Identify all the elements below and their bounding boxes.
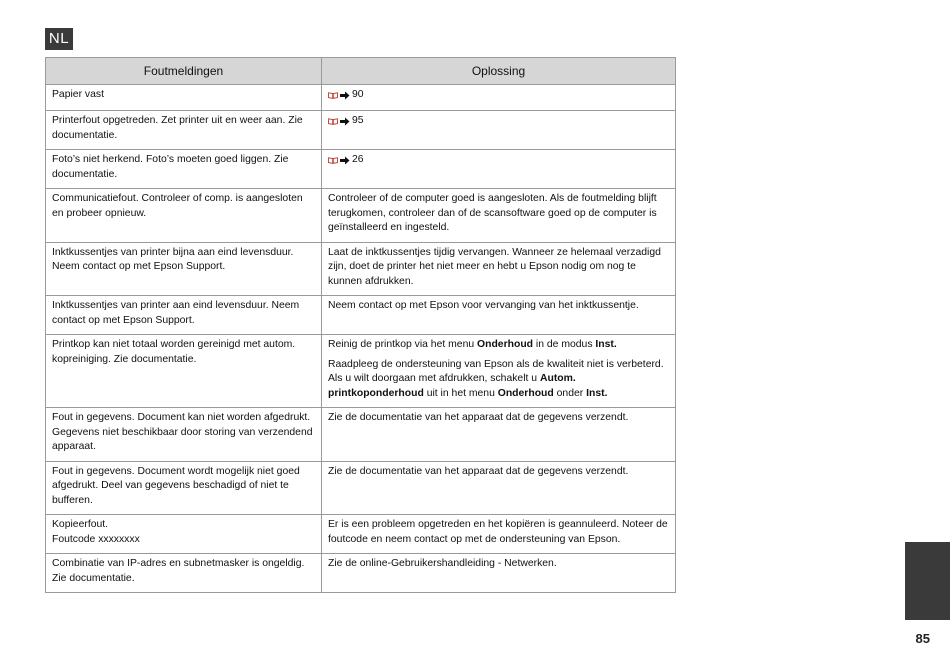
side-tab xyxy=(905,542,950,620)
error-cell: Foto’s niet herkend. Foto’s moeten goed liggen. Zie documentatie. xyxy=(46,150,322,189)
table-row xyxy=(46,408,676,462)
error-cell: Communicatiefout. Controleer of comp. is aangesloten en probeer opnieuw. xyxy=(46,189,322,243)
table-row xyxy=(46,111,676,150)
header-error-messages: Foutmeldingen xyxy=(46,58,322,85)
error-cell xyxy=(46,515,322,554)
solution-cell: Zie de online-Gebruikershandleiding - Netwerken. xyxy=(322,554,676,593)
book-icon xyxy=(328,118,338,125)
solution-cell xyxy=(322,111,676,150)
mode-name: Inst. xyxy=(586,387,608,399)
language-badge: NL xyxy=(45,28,73,50)
solution-cell: Er is een probleem opgetreden en het kopiëren is geannuleerd. Noteer de foutcode en neem contact op met de ondersteuning van Epson. xyxy=(322,515,676,554)
error-cell: Combinatie van IP-adres en subnetmasker is ongeldig. Zie documentatie. xyxy=(46,554,322,593)
arrow-right-icon xyxy=(340,156,350,165)
table-row xyxy=(46,296,676,335)
page-reference xyxy=(328,114,364,129)
solution-cell xyxy=(322,335,676,408)
solution-cell: Laat de inktkussentjes tijdig vervangen. Wanneer ze helemaal verzadigd zijn, doet de printer het niet meer en hebt u Epson nodig om nog te kunnen afdrukken. xyxy=(322,242,676,296)
table-row xyxy=(46,515,676,554)
solution-cell: Controleer of de computer goed is aangesloten. Als de foutmelding blijft terugkomen, controleer dan of de scansoftware goed op de computer is geïnstalleerd en ingesteld. xyxy=(322,189,676,243)
arrow-right-icon xyxy=(340,117,350,126)
page-reference xyxy=(328,88,364,103)
page-reference xyxy=(328,153,364,168)
table-header-row xyxy=(46,58,676,85)
error-cell: Inktkussentjes van printer aan eind levensduur. Neem contact op met Epson Support. xyxy=(46,296,322,335)
mode-name: Inst. xyxy=(595,339,617,351)
arrow-right-icon xyxy=(340,91,350,100)
setting-name: Autom. printkoponderhoud xyxy=(328,373,576,399)
error-line: Kopieerfout. xyxy=(52,519,109,531)
error-cell: Printerfout opgetreden. Zet printer uit en weer aan. Zie documentatie. xyxy=(46,111,322,150)
table-row xyxy=(46,554,676,593)
error-cell: Fout in gegevens. Document kan niet worden afgedrukt. Gegevens niet beschikbaar door storing van verzendend apparaat. xyxy=(46,408,322,462)
book-icon xyxy=(328,92,338,99)
solution-cell: Zie de documentatie van het apparaat dat de gegevens verzendt. xyxy=(322,408,676,462)
solution-cell xyxy=(322,150,676,189)
error-messages-table xyxy=(45,57,676,593)
page-number: 85 xyxy=(915,631,930,646)
page-reference-number: 26 xyxy=(352,154,364,166)
page-reference-number: 95 xyxy=(352,115,364,127)
solution-cell: Zie de documentatie van het apparaat dat de gegevens verzendt. xyxy=(322,461,676,515)
error-cell: Printkop kan niet totaal worden gereinigd met autom. kopreiniging. Zie documentatie. xyxy=(46,335,322,408)
table-row xyxy=(46,189,676,243)
solution-paragraph: Reinig de printkop via het menu Onderhoud in de modus Inst. xyxy=(328,339,617,351)
error-cell: Papier vast xyxy=(46,85,322,111)
menu-name: Onderhoud xyxy=(497,387,554,399)
error-cell: Fout in gegevens. Document wordt mogelijk niet goed afgedrukt. Deel van gegevens beschadigd of niet te bufferen. xyxy=(46,461,322,515)
error-cell: Inktkussentjes van printer bijna aan eind levensduur. Neem contact op met Epson Support. xyxy=(46,242,322,296)
table-row xyxy=(46,150,676,189)
table-row xyxy=(46,85,676,111)
solution-cell xyxy=(322,85,676,111)
table-row xyxy=(46,335,676,408)
solution-paragraph: Raadpleeg de ondersteuning van Epson als de kwaliteit niet is verbeterd. Als u wilt doorgaan met afdrukken, schakelt u Autom. printkoponderhoud uit in het menu Onderhoud onder Inst. xyxy=(328,358,664,399)
menu-name: Onderhoud xyxy=(477,339,534,351)
table-row xyxy=(46,242,676,296)
solution-cell: Neem contact op met Epson voor vervanging van het inktkussentje. xyxy=(322,296,676,335)
page-reference-number: 90 xyxy=(352,89,364,100)
book-icon xyxy=(328,157,338,164)
header-solution: Oplossing xyxy=(322,58,676,85)
error-code: Foutcode xxxxxxxx xyxy=(52,533,140,545)
table-row xyxy=(46,461,676,515)
